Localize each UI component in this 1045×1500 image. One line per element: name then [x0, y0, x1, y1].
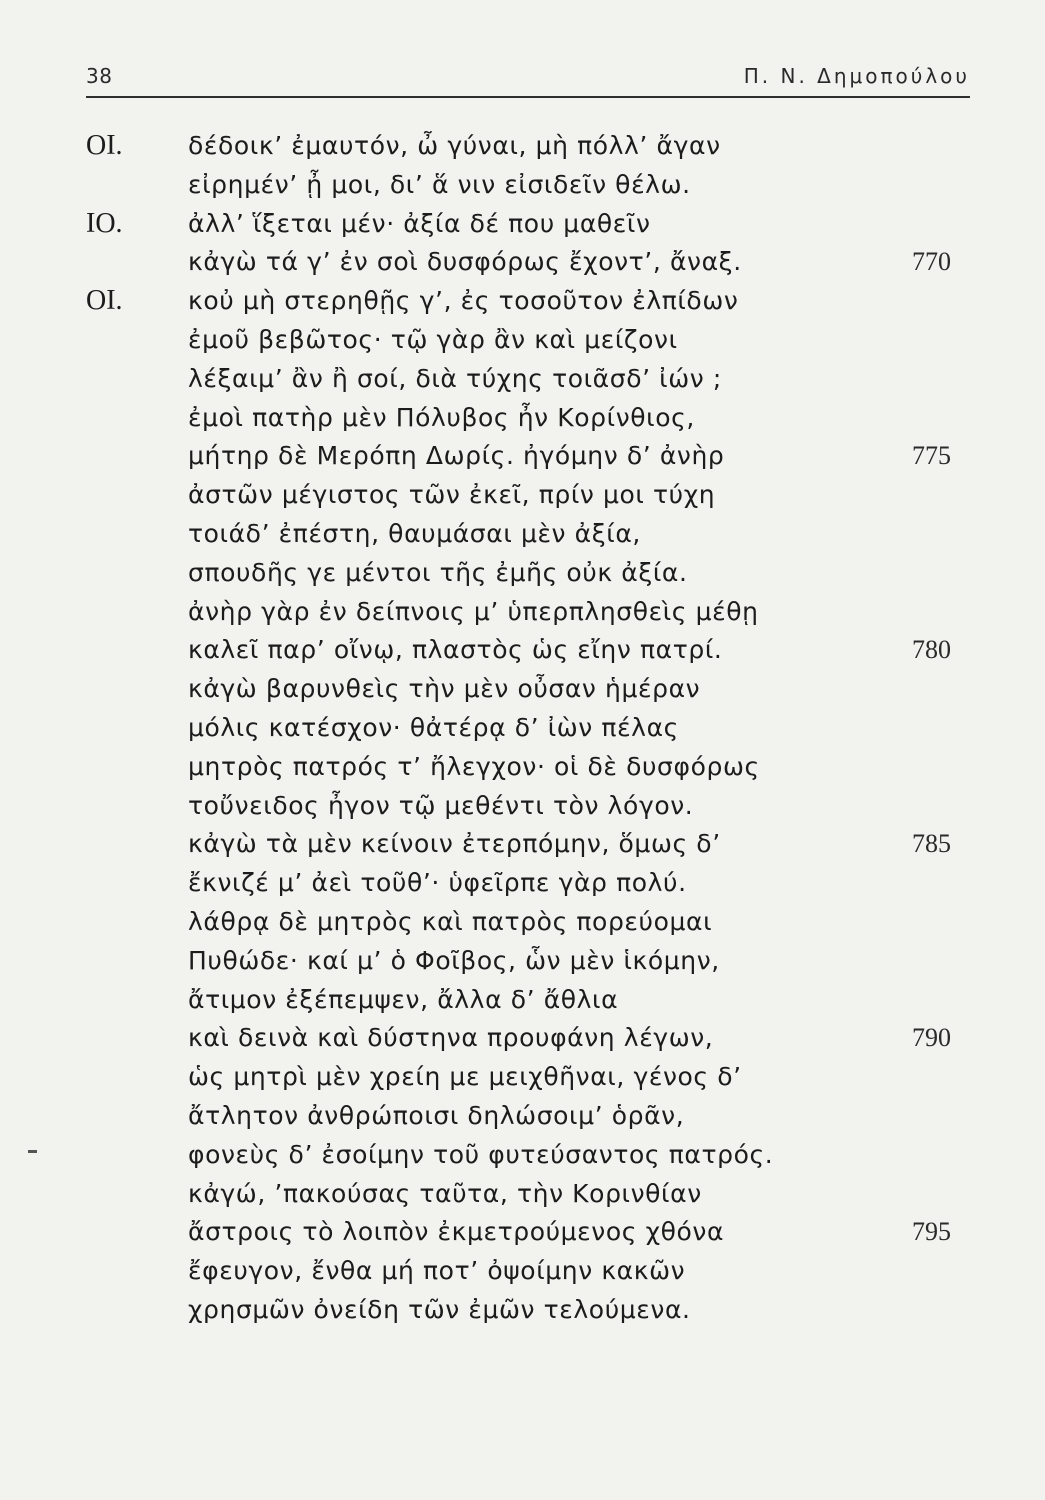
line-number: 770: [912, 247, 951, 276]
verse-text-line: ἐμοῦ βεβῶτος· τῷ γὰρ ἂν καὶ μείζονι: [188, 325, 678, 354]
verse-text-line: ἀνὴρ γὰρ ἐν δείπνοις μ’ ὑπερπλησθεὶς μέθῃ: [188, 597, 759, 626]
verse-line: [0, 671, 1045, 707]
verse-line: [0, 1214, 1045, 1250]
verse-line: [0, 322, 1045, 358]
verse-text-line: ἄτιμον ἐξέπεμψεν, ἄλλα δ’ ἄθλια: [188, 985, 619, 1014]
verse-line: [0, 749, 1045, 785]
verse-line: [0, 594, 1045, 630]
verse-line: [0, 206, 1045, 242]
verse-line: [0, 438, 1045, 474]
verse-text-line: κἀγώ, ’πακούσας ταῦτα, τὴν Κορινθίαν: [188, 1179, 702, 1208]
verse-text-line: μητρὸς πατρός τ’ ἤλεγχον· οἱ δὲ δυσφόρως: [188, 752, 760, 781]
verse-text-line: λέξαιμ’ ἂν ἢ σοί, διὰ τύχης τοιᾶσδ’ ἰών ;: [188, 364, 722, 393]
verse-line: [0, 400, 1045, 436]
verse-text-line: σπουδῆς γε μέντοι τῆς ἐμῆς οὐκ ἀξία.: [188, 558, 688, 587]
verse-text-line: καλεῖ παρ’ οἴνῳ, πλαστὸς ὡς εἴην πατρί.: [188, 635, 723, 664]
verse-text-line: ἐμοὶ πατὴρ μὲν Πόλυβος ἦν Κορίνθιος,: [188, 403, 695, 432]
verse-line: [0, 865, 1045, 901]
speaker-label: ΟΙ.: [86, 285, 123, 316]
margin-mark: [28, 1150, 37, 1153]
verse-text-line: φονεὺς δ’ ἐσοίμην τοῦ φυτεύσαντος πατρός.: [188, 1140, 774, 1169]
verse-line: [0, 244, 1045, 280]
verse-line: [0, 1253, 1045, 1289]
verse-line: [0, 943, 1045, 979]
verse-text-line: ὡς μητρὶ μὲν χρείη με μειχθῆναι, γένος δ’: [188, 1062, 742, 1091]
verse-line: [0, 516, 1045, 552]
speaker-label: ΟΙ.: [86, 130, 123, 161]
verse-text-line: Πυθώδε· καί μ’ ὁ Φοῖβος, ὧν μὲν ἱκόμην,: [188, 946, 720, 975]
line-number: 795: [912, 1217, 951, 1246]
line-number: 790: [912, 1023, 951, 1052]
verse-text-line: κἀγὼ τὰ μὲν κείνοιν ἐτερπόμην, ὅμως δ’: [188, 829, 721, 858]
verse-line: [0, 1059, 1045, 1095]
running-head: Π. Ν. Δημοπούλου: [743, 64, 970, 88]
verse-text-line: εἰρημέν’ ᾖ μοι, δι’ ἅ νιν εἰσιδεῖν θέλω.: [188, 170, 691, 199]
speaker-label: ΙΟ.: [86, 208, 123, 239]
verse-text-line: τοὔνειδος ἦγον τῷ μεθέντι τὸν λόγον.: [188, 791, 694, 820]
verse-text-line: καὶ δεινὰ καὶ δύστηνα προυφάνη λέγων,: [188, 1023, 714, 1052]
verse-text-line: μόλις κατέσχον· θἀτέρᾳ δ’ ἰὼν πέλας: [188, 713, 679, 742]
verse-line: [0, 904, 1045, 940]
verse-line: [0, 128, 1045, 164]
verse-text-line: κοὐ μὴ στερηθῇς γ’, ἐς τοσοῦτον ἐλπίδων: [188, 286, 739, 315]
verse-text-line: μήτηρ δὲ Μερόπη Δωρίς. ἠγόμην δ’ ἀνὴρ: [188, 441, 725, 470]
verse-text-line: ἀλλ’ ἵξεται μέν· ἀξία δέ που μαθεῖν: [188, 209, 651, 238]
verse-line: [0, 710, 1045, 746]
line-number: 785: [912, 829, 951, 858]
verse-line: [0, 1137, 1045, 1173]
verse-text-line: τοιάδ’ ἐπέστη, θαυμάσαι μὲν ἀξία,: [188, 519, 641, 548]
verse-line: [0, 788, 1045, 824]
verse-line: [0, 826, 1045, 862]
verse-line: [0, 982, 1045, 1018]
verse-text-line: λάθρᾳ δὲ μητρὸς καὶ πατρὸς πορεύομαι: [188, 907, 713, 936]
page-number: 38: [86, 64, 113, 88]
verse-line: [0, 477, 1045, 513]
verse-line: [0, 167, 1045, 203]
verse-text-line: δέδοικ’ ἐμαυτόν, ὦ γύναι, μὴ πόλλ’ ἄγαν: [188, 131, 721, 160]
verse-line: [0, 555, 1045, 591]
verse-line: [0, 1098, 1045, 1134]
verse-text-line: ἀστῶν μέγιστος τῶν ἐκεῖ, πρίν μοι τύχη: [188, 480, 716, 509]
verse-text-line: ἄτλητον ἀνθρώποισι δηλώσοιμ’ ὁρᾶν,: [188, 1101, 685, 1130]
verse-text-line: ἔκνιζέ μ’ ἀεὶ τοῦθ’· ὑφεῖρπε γὰρ πολύ.: [188, 868, 687, 897]
verse-text-line: ἄστροις τὸ λοιπὸν ἐκμετρούμενος χθόνα: [188, 1217, 725, 1246]
verse-text-line: κἀγὼ τά γ’ ἐν σοὶ δυσφόρως ἔχοντ’, ἄναξ.: [188, 247, 742, 276]
verse-line: [0, 361, 1045, 397]
verse-line: [0, 1292, 1045, 1328]
verse-text-line: κἀγὼ βαρυνθεὶς τὴν μὲν οὖσαν ἡμέραν: [188, 674, 701, 703]
verse-line: [0, 632, 1045, 668]
verse-line: [0, 283, 1045, 319]
line-number: 775: [912, 441, 951, 470]
verse-text-line: ἔφευγον, ἔνθα μή ποτ’ ὀψοίμην κακῶν: [188, 1256, 686, 1285]
verse-text-line: χρησμῶν ὀνείδη τῶν ἐμῶν τελούμενα.: [188, 1295, 691, 1324]
verse-line: [0, 1176, 1045, 1212]
line-number: 780: [912, 635, 951, 664]
verse-line: [0, 1020, 1045, 1056]
